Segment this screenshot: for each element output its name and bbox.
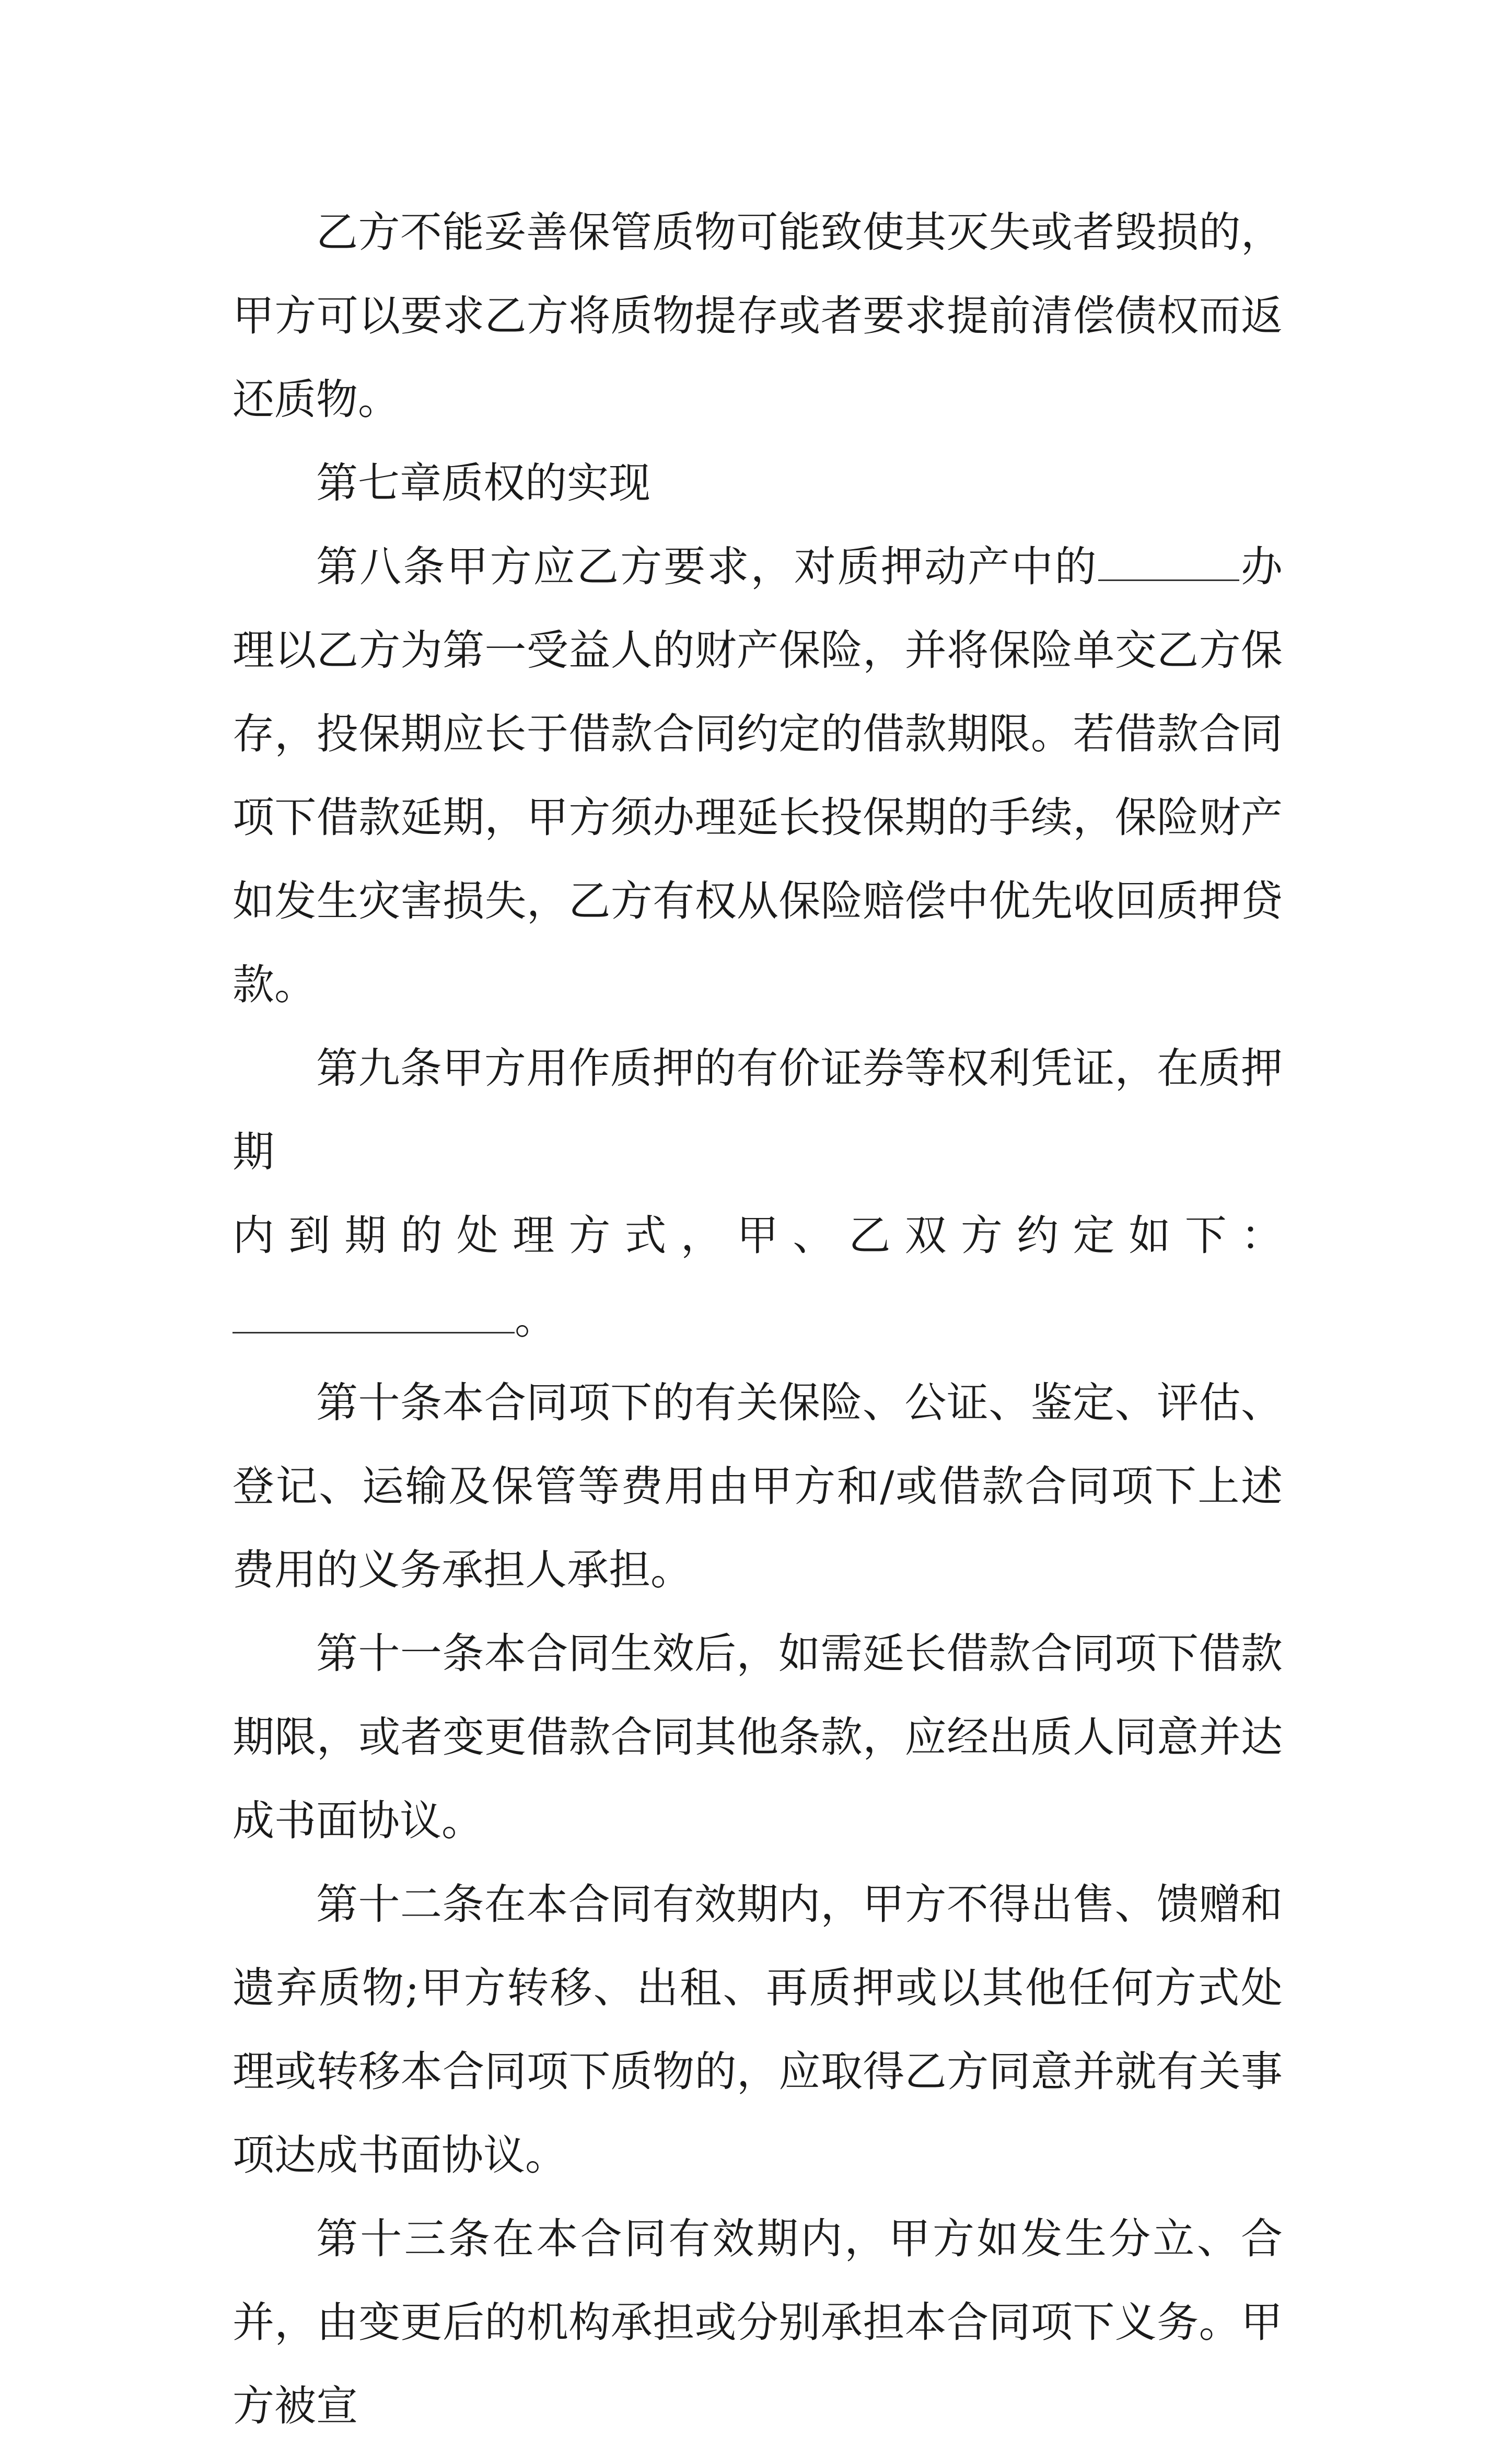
article-8-blank (1098, 540, 1239, 581)
paragraph-article-12: 第十二条在本合同有效期内，甲方不得出售、馈赠和遗弃质物;甲方转移、出租、再质押或以其他任何方式处理或转移本合同项下质物的，应取得乙方同意并就有关事项达成书面协议。 (232, 1880, 1283, 2179)
paragraph-article-10: 第十条本合同项下的有关保险、公证、鉴定、评估、登记、运输及保管等费用由甲方和/或借款合同项下上述费用的义务承担人承担。 (232, 1378, 1283, 1594)
article-8-text-before: 第八条甲方应乙方要求，对质押动产中的 (316, 542, 1098, 591)
paragraph-article-13: 第十三条在本合同有效期内，甲方如发生分立、合并，由变更后的机构承担或分别承担本合同项下义务。甲方被宣 (232, 2214, 1283, 2430)
paragraph-article-11: 第十一条本合同生效后，如需延长借款合同项下借款期限，或者变更借款合同其他条款，应经出质人同意并达成书面协议。 (232, 1629, 1283, 1845)
article-8-text-after: 办理以乙方为第一受益人的财产保险，并将保险单交乙方保存，投保期应长于借款合同约定的借款期限。若借款合同项下借款延期，甲方须办理延长投保期的手续，保险财产如发生灾害损失，乙方有权从保险赔偿中优先收回质押贷款。 (232, 542, 1283, 1009)
paragraph-pledge-custody: 乙方不能妥善保管质物可能致使其灭失或者毁损的，甲方可以要求乙方将质物提存或者要求提前清偿债权而返还质物。 (232, 208, 1283, 424)
article-9-line-3 (232, 1278, 1283, 1361)
article-9-line-2: 内到期的处理方式，甲、乙双方约定如下： (232, 1211, 1283, 1260)
article-9-end-mark: 。 (515, 1295, 556, 1343)
article-9-blank (232, 1292, 515, 1333)
paragraph-article-8 (232, 525, 1283, 1027)
document-body (232, 191, 1283, 2448)
chapter-heading: 第七章质权的实现 (316, 459, 650, 507)
article-9-line-1: 第九条甲方用作质押的有价证券等权利凭证，在质押期 (232, 1044, 1283, 1176)
paragraph-article-9 (232, 1027, 1283, 1361)
